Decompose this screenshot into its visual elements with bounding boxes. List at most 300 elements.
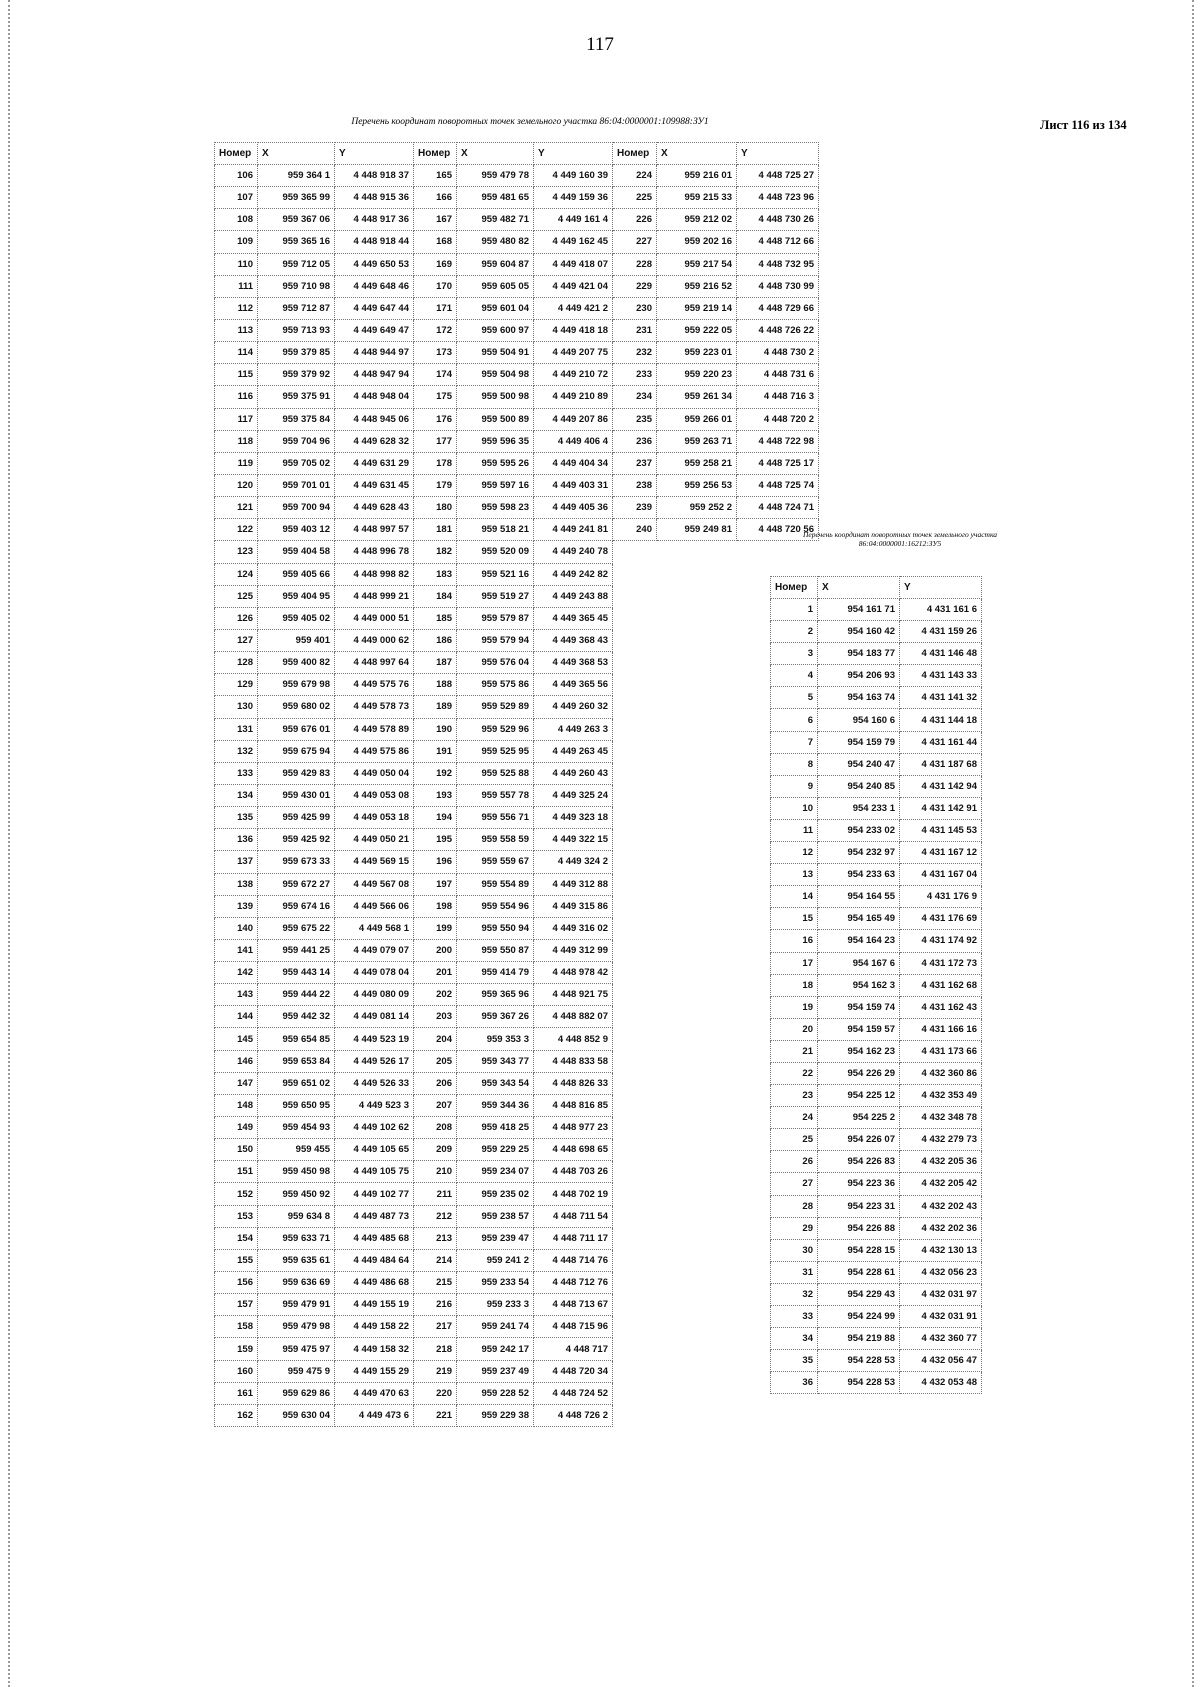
point-number-cell: 119 xyxy=(215,452,258,474)
point-number-cell: 142 xyxy=(215,962,258,984)
x-coordinate-cell: 959 237 49 xyxy=(457,1360,534,1382)
point-number-cell: 240 xyxy=(613,519,657,541)
table-row xyxy=(771,1328,982,1350)
main-table-header-cell: Y xyxy=(534,143,613,165)
point-number-cell: 112 xyxy=(215,297,258,319)
empty-cell xyxy=(613,1382,657,1404)
main-table-body xyxy=(215,165,819,1427)
point-number-cell: 33 xyxy=(771,1306,818,1328)
y-coordinate-cell: 4 449 484 64 xyxy=(335,1249,414,1271)
x-coordinate-cell: 959 710 98 xyxy=(258,275,335,297)
y-coordinate-cell: 4 448 726 2 xyxy=(534,1404,613,1426)
x-coordinate-cell: 959 579 94 xyxy=(457,629,534,651)
x-coordinate-cell: 959 367 06 xyxy=(258,209,335,231)
y-coordinate-cell: 4 449 160 39 xyxy=(534,165,613,187)
x-coordinate-cell: 959 558 59 xyxy=(457,829,534,851)
x-coordinate-cell: 959 234 07 xyxy=(457,1161,534,1183)
empty-cell xyxy=(737,1404,819,1426)
x-coordinate-cell: 959 379 92 xyxy=(258,364,335,386)
y-coordinate-cell: 4 448 917 36 xyxy=(335,209,414,231)
x-coordinate-cell: 959 241 74 xyxy=(457,1316,534,1338)
y-coordinate-cell: 4 449 485 68 xyxy=(335,1227,414,1249)
point-number-cell: 8 xyxy=(771,753,818,775)
x-coordinate-cell: 959 673 33 xyxy=(258,851,335,873)
y-coordinate-cell: 4 449 405 36 xyxy=(534,497,613,519)
x-coordinate-cell: 959 403 12 xyxy=(258,519,335,541)
table-row xyxy=(771,952,982,974)
y-coordinate-cell: 4 449 105 75 xyxy=(335,1161,414,1183)
x-coordinate-cell: 959 263 71 xyxy=(657,430,737,452)
y-coordinate-cell: 4 448 826 33 xyxy=(534,1072,613,1094)
x-coordinate-cell: 959 500 89 xyxy=(457,408,534,430)
point-number-cell: 31 xyxy=(771,1261,818,1283)
point-number-cell: 144 xyxy=(215,1006,258,1028)
table-row xyxy=(771,864,982,886)
x-coordinate-cell: 959 364 1 xyxy=(258,165,335,187)
point-number-cell: 153 xyxy=(215,1205,258,1227)
x-coordinate-cell: 959 249 81 xyxy=(657,519,737,541)
point-number-cell: 29 xyxy=(771,1217,818,1239)
empty-cell xyxy=(657,1094,737,1116)
y-coordinate-cell: 4 449 404 34 xyxy=(534,452,613,474)
main-table-caption: Перечень координат поворотных точек земельного участка 86:04:0000001:109988:ЗУ1 xyxy=(351,117,709,127)
point-number-cell: 122 xyxy=(215,519,258,541)
y-coordinate-cell: 4 432 031 91 xyxy=(900,1306,982,1328)
point-number-cell: 188 xyxy=(414,674,457,696)
empty-cell xyxy=(613,607,657,629)
point-number-cell: 168 xyxy=(414,231,457,253)
point-number-cell: 118 xyxy=(215,430,258,452)
y-coordinate-cell: 4 431 174 92 xyxy=(900,930,982,952)
empty-cell xyxy=(613,1360,657,1382)
table-row xyxy=(771,775,982,797)
empty-cell xyxy=(657,895,737,917)
table-row xyxy=(771,1372,982,1394)
point-number-cell: 36 xyxy=(771,1372,818,1394)
x-coordinate-cell: 959 529 96 xyxy=(457,718,534,740)
x-coordinate-cell: 959 674 16 xyxy=(258,895,335,917)
point-number-cell: 191 xyxy=(414,740,457,762)
table-row xyxy=(215,674,819,696)
point-number-cell: 10 xyxy=(771,797,818,819)
y-coordinate-cell: 4 432 202 43 xyxy=(900,1195,982,1217)
x-coordinate-cell: 959 261 34 xyxy=(657,386,737,408)
empty-cell xyxy=(613,629,657,651)
point-number-cell: 108 xyxy=(215,209,258,231)
table-row xyxy=(215,762,819,784)
table-row xyxy=(771,1173,982,1195)
x-coordinate-cell: 959 450 92 xyxy=(258,1183,335,1205)
table-row xyxy=(771,996,982,1018)
empty-cell xyxy=(657,762,737,784)
point-number-cell: 121 xyxy=(215,497,258,519)
y-coordinate-cell: 4 449 578 73 xyxy=(335,696,414,718)
x-coordinate-cell: 954 226 83 xyxy=(818,1151,900,1173)
y-coordinate-cell: 4 449 102 77 xyxy=(335,1183,414,1205)
table-row xyxy=(215,187,819,209)
table-row xyxy=(215,585,819,607)
point-number-cell: 176 xyxy=(414,408,457,430)
point-number-cell: 15 xyxy=(771,908,818,930)
y-coordinate-cell: 4 449 000 51 xyxy=(335,607,414,629)
scan-right-edge xyxy=(1192,0,1200,1687)
empty-cell xyxy=(613,895,657,917)
empty-cell xyxy=(657,1006,737,1028)
x-coordinate-cell: 959 405 02 xyxy=(258,607,335,629)
point-number-cell: 157 xyxy=(215,1294,258,1316)
x-coordinate-cell: 959 504 91 xyxy=(457,342,534,364)
empty-cell xyxy=(613,1272,657,1294)
table-row xyxy=(215,807,819,829)
point-number-cell: 16 xyxy=(771,930,818,952)
x-coordinate-cell: 959 404 58 xyxy=(258,541,335,563)
point-number-cell: 214 xyxy=(414,1249,457,1271)
empty-cell xyxy=(657,1360,737,1382)
point-number-cell: 7 xyxy=(771,731,818,753)
point-number-cell: 107 xyxy=(215,187,258,209)
y-coordinate-cell: 4 448 996 78 xyxy=(335,541,414,563)
y-coordinate-cell: 4 448 978 42 xyxy=(534,962,613,984)
y-coordinate-cell: 4 431 176 9 xyxy=(900,886,982,908)
table-row xyxy=(215,563,819,585)
table-row xyxy=(215,386,819,408)
table-row xyxy=(215,364,819,386)
y-coordinate-cell: 4 449 365 56 xyxy=(534,674,613,696)
x-coordinate-cell: 959 401 xyxy=(258,629,335,651)
x-coordinate-cell: 959 229 25 xyxy=(457,1139,534,1161)
point-number-cell: 143 xyxy=(215,984,258,1006)
point-number-cell: 125 xyxy=(215,585,258,607)
table-row xyxy=(771,974,982,996)
point-number-cell: 189 xyxy=(414,696,457,718)
point-number-cell: 109 xyxy=(215,231,258,253)
table-row xyxy=(215,784,819,806)
table-row xyxy=(771,797,982,819)
point-number-cell: 235 xyxy=(613,408,657,430)
point-number-cell: 195 xyxy=(414,829,457,851)
table-row xyxy=(215,209,819,231)
point-number-cell: 154 xyxy=(215,1227,258,1249)
x-coordinate-cell: 959 635 61 xyxy=(258,1249,335,1271)
empty-cell xyxy=(657,1227,737,1249)
point-number-cell: 232 xyxy=(613,342,657,364)
point-number-cell: 192 xyxy=(414,762,457,784)
point-number-cell: 229 xyxy=(613,275,657,297)
y-coordinate-cell: 4 449 628 32 xyxy=(335,430,414,452)
point-number-cell: 236 xyxy=(613,430,657,452)
empty-cell xyxy=(613,1294,657,1316)
empty-cell xyxy=(613,762,657,784)
point-number-cell: 155 xyxy=(215,1249,258,1271)
x-coordinate-cell: 959 519 27 xyxy=(457,585,534,607)
empty-cell xyxy=(613,939,657,961)
x-coordinate-cell: 959 425 92 xyxy=(258,829,335,851)
x-coordinate-cell: 959 343 77 xyxy=(457,1050,534,1072)
y-coordinate-cell: 4 449 050 21 xyxy=(335,829,414,851)
point-number-cell: 130 xyxy=(215,696,258,718)
table-row xyxy=(215,1227,819,1249)
point-number-cell: 127 xyxy=(215,629,258,651)
point-number-cell: 169 xyxy=(414,253,457,275)
table-row xyxy=(215,1117,819,1139)
table-row xyxy=(771,621,982,643)
y-coordinate-cell: 4 448 724 52 xyxy=(534,1382,613,1404)
y-coordinate-cell: 4 449 155 19 xyxy=(335,1294,414,1316)
x-coordinate-cell: 959 679 98 xyxy=(258,674,335,696)
point-number-cell: 133 xyxy=(215,762,258,784)
empty-cell xyxy=(657,1294,737,1316)
point-number-cell: 149 xyxy=(215,1117,258,1139)
table-row xyxy=(771,1085,982,1107)
x-coordinate-cell: 959 554 89 xyxy=(457,873,534,895)
y-coordinate-cell: 4 431 146 48 xyxy=(900,643,982,665)
table-row xyxy=(771,1217,982,1239)
x-coordinate-cell: 959 605 05 xyxy=(457,275,534,297)
y-coordinate-cell: 4 449 316 02 xyxy=(534,917,613,939)
y-coordinate-cell: 4 449 526 33 xyxy=(335,1072,414,1094)
empty-cell xyxy=(657,629,737,651)
point-number-cell: 134 xyxy=(215,784,258,806)
point-number-cell: 234 xyxy=(613,386,657,408)
y-coordinate-cell: 4 448 720 56 xyxy=(737,519,819,541)
y-coordinate-cell: 4 449 207 86 xyxy=(534,408,613,430)
point-number-cell: 201 xyxy=(414,962,457,984)
point-number-cell: 212 xyxy=(414,1205,457,1227)
x-coordinate-cell: 954 229 43 xyxy=(818,1283,900,1305)
x-coordinate-cell: 954 240 47 xyxy=(818,753,900,775)
y-coordinate-cell: 4 449 315 86 xyxy=(534,895,613,917)
y-coordinate-cell: 4 449 312 88 xyxy=(534,873,613,895)
point-number-cell: 211 xyxy=(414,1183,457,1205)
y-coordinate-cell: 4 431 144 18 xyxy=(900,709,982,731)
empty-cell xyxy=(613,563,657,585)
empty-cell xyxy=(657,784,737,806)
y-coordinate-cell: 4 449 050 04 xyxy=(335,762,414,784)
point-number-cell: 12 xyxy=(771,842,818,864)
empty-cell xyxy=(657,1117,737,1139)
empty-cell xyxy=(657,939,737,961)
point-number-cell: 5 xyxy=(771,687,818,709)
point-number-cell: 135 xyxy=(215,807,258,829)
side-table-header xyxy=(771,577,982,599)
point-number-cell: 148 xyxy=(215,1094,258,1116)
x-coordinate-cell: 959 651 02 xyxy=(258,1072,335,1094)
y-coordinate-cell: 4 449 263 45 xyxy=(534,740,613,762)
empty-cell xyxy=(613,541,657,563)
x-coordinate-cell: 959 482 71 xyxy=(457,209,534,231)
x-coordinate-cell: 959 344 36 xyxy=(457,1094,534,1116)
empty-cell xyxy=(613,652,657,674)
point-number-cell: 156 xyxy=(215,1272,258,1294)
table-row xyxy=(215,253,819,275)
y-coordinate-cell: 4 449 487 73 xyxy=(335,1205,414,1227)
main-table-header-cell: X xyxy=(657,143,737,165)
y-coordinate-cell: 4 432 279 73 xyxy=(900,1129,982,1151)
x-coordinate-cell: 959 636 69 xyxy=(258,1272,335,1294)
y-coordinate-cell: 4 449 242 82 xyxy=(534,563,613,585)
y-coordinate-cell: 4 449 323 18 xyxy=(534,807,613,829)
x-coordinate-cell: 959 258 21 xyxy=(657,452,737,474)
y-coordinate-cell: 4 449 207 75 xyxy=(534,342,613,364)
point-number-cell: 159 xyxy=(215,1338,258,1360)
x-coordinate-cell: 954 162 3 xyxy=(818,974,900,996)
point-number-cell: 1 xyxy=(771,599,818,621)
y-coordinate-cell: 4 431 142 91 xyxy=(900,797,982,819)
y-coordinate-cell: 4 431 162 43 xyxy=(900,996,982,1018)
x-coordinate-cell: 959 550 87 xyxy=(457,939,534,961)
y-coordinate-cell: 4 449 421 04 xyxy=(534,275,613,297)
point-number-cell: 184 xyxy=(414,585,457,607)
table-row xyxy=(215,1360,819,1382)
table-row xyxy=(215,696,819,718)
x-coordinate-cell: 959 450 98 xyxy=(258,1161,335,1183)
table-row xyxy=(215,519,819,541)
y-coordinate-cell: 4 449 161 4 xyxy=(534,209,613,231)
y-coordinate-cell: 4 448 816 85 xyxy=(534,1094,613,1116)
point-number-cell: 34 xyxy=(771,1328,818,1350)
y-coordinate-cell: 4 449 158 22 xyxy=(335,1316,414,1338)
empty-cell xyxy=(613,1117,657,1139)
point-number-cell: 203 xyxy=(414,1006,457,1028)
y-coordinate-cell: 4 448 724 71 xyxy=(737,497,819,519)
table-row xyxy=(215,1006,819,1028)
empty-cell xyxy=(613,1050,657,1072)
x-coordinate-cell: 954 159 79 xyxy=(818,731,900,753)
table-row xyxy=(215,408,819,430)
y-coordinate-cell: 4 449 053 08 xyxy=(335,784,414,806)
y-coordinate-cell: 4 449 241 81 xyxy=(534,519,613,541)
y-coordinate-cell: 4 431 167 12 xyxy=(900,842,982,864)
y-coordinate-cell: 4 449 575 76 xyxy=(335,674,414,696)
x-coordinate-cell: 959 601 04 xyxy=(457,297,534,319)
y-coordinate-cell: 4 449 523 19 xyxy=(335,1028,414,1050)
point-number-cell: 17 xyxy=(771,952,818,974)
point-number-cell: 166 xyxy=(414,187,457,209)
point-number-cell: 4 xyxy=(771,665,818,687)
point-number-cell: 150 xyxy=(215,1139,258,1161)
point-number-cell: 218 xyxy=(414,1338,457,1360)
empty-cell xyxy=(657,1272,737,1294)
y-coordinate-cell: 4 448 915 36 xyxy=(335,187,414,209)
x-coordinate-cell: 959 654 85 xyxy=(258,1028,335,1050)
x-coordinate-cell: 959 518 21 xyxy=(457,519,534,541)
side-table-header-cell: Y xyxy=(900,577,982,599)
x-coordinate-cell: 959 443 14 xyxy=(258,962,335,984)
table-row xyxy=(771,1018,982,1040)
x-coordinate-cell: 959 365 16 xyxy=(258,231,335,253)
point-number-cell: 172 xyxy=(414,319,457,341)
empty-cell xyxy=(613,851,657,873)
point-number-cell: 161 xyxy=(215,1382,258,1404)
main-table-header-cell: Номер xyxy=(613,143,657,165)
point-number-cell: 206 xyxy=(414,1072,457,1094)
point-number-cell: 26 xyxy=(771,1151,818,1173)
y-coordinate-cell: 4 449 418 07 xyxy=(534,253,613,275)
empty-cell xyxy=(657,1382,737,1404)
point-number-cell: 226 xyxy=(613,209,657,231)
table-row xyxy=(215,984,819,1006)
point-number-cell: 224 xyxy=(613,165,657,187)
y-coordinate-cell: 4 432 053 48 xyxy=(900,1372,982,1394)
point-number-cell: 27 xyxy=(771,1173,818,1195)
sheet-label: Лист 116 из 134 xyxy=(1040,118,1127,132)
table-row xyxy=(215,1249,819,1271)
point-number-cell: 129 xyxy=(215,674,258,696)
table-row xyxy=(215,851,819,873)
point-number-cell: 6 xyxy=(771,709,818,731)
empty-cell xyxy=(613,1094,657,1116)
table-row xyxy=(215,1316,819,1338)
x-coordinate-cell: 959 712 05 xyxy=(258,253,335,275)
point-number-cell: 216 xyxy=(414,1294,457,1316)
point-number-cell: 185 xyxy=(414,607,457,629)
point-number-cell: 22 xyxy=(771,1062,818,1084)
x-coordinate-cell: 959 233 54 xyxy=(457,1272,534,1294)
x-coordinate-cell: 959 595 26 xyxy=(457,452,534,474)
table-row xyxy=(771,599,982,621)
point-number-cell: 110 xyxy=(215,253,258,275)
x-coordinate-cell: 959 216 52 xyxy=(657,275,737,297)
x-coordinate-cell: 959 504 98 xyxy=(457,364,534,386)
point-number-cell: 174 xyxy=(414,364,457,386)
x-coordinate-cell: 954 226 88 xyxy=(818,1217,900,1239)
y-coordinate-cell: 4 449 081 14 xyxy=(335,1006,414,1028)
y-coordinate-cell: 4 448 720 34 xyxy=(534,1360,613,1382)
table-row xyxy=(771,886,982,908)
empty-cell xyxy=(657,962,737,984)
empty-cell xyxy=(657,1072,737,1094)
point-number-cell: 219 xyxy=(414,1360,457,1382)
point-number-cell: 204 xyxy=(414,1028,457,1050)
point-number-cell: 186 xyxy=(414,629,457,651)
x-coordinate-cell: 959 630 04 xyxy=(258,1404,335,1426)
y-coordinate-cell: 4 431 172 73 xyxy=(900,952,982,974)
point-number-cell: 181 xyxy=(414,519,457,541)
y-coordinate-cell: 4 449 569 15 xyxy=(335,851,414,873)
y-coordinate-cell: 4 448 725 27 xyxy=(737,165,819,187)
empty-cell xyxy=(657,718,737,740)
empty-cell xyxy=(657,1316,737,1338)
point-number-cell: 167 xyxy=(414,209,457,231)
x-coordinate-cell: 954 225 2 xyxy=(818,1107,900,1129)
y-coordinate-cell: 4 431 162 68 xyxy=(900,974,982,996)
x-coordinate-cell: 954 161 71 xyxy=(818,599,900,621)
main-table-header xyxy=(215,143,819,165)
y-coordinate-cell: 4 449 470 63 xyxy=(335,1382,414,1404)
empty-cell xyxy=(613,1006,657,1028)
table-row xyxy=(215,652,819,674)
point-number-cell: 13 xyxy=(771,864,818,886)
point-number-cell: 165 xyxy=(414,165,457,187)
table-row xyxy=(771,1239,982,1261)
point-number-cell: 239 xyxy=(613,497,657,519)
x-coordinate-cell: 959 229 38 xyxy=(457,1404,534,1426)
x-coordinate-cell: 954 206 93 xyxy=(818,665,900,687)
y-coordinate-cell: 4 448 882 07 xyxy=(534,1006,613,1028)
y-coordinate-cell: 4 449 647 44 xyxy=(335,297,414,319)
empty-cell xyxy=(613,740,657,762)
point-number-cell: 111 xyxy=(215,275,258,297)
y-coordinate-cell: 4 449 158 32 xyxy=(335,1338,414,1360)
y-coordinate-cell: 4 448 730 99 xyxy=(737,275,819,297)
x-coordinate-cell: 959 418 25 xyxy=(457,1117,534,1139)
main-table-header-cell: Номер xyxy=(414,143,457,165)
x-coordinate-cell: 959 576 04 xyxy=(457,652,534,674)
x-coordinate-cell: 959 365 96 xyxy=(457,984,534,1006)
y-coordinate-cell: 4 449 155 29 xyxy=(335,1360,414,1382)
x-coordinate-cell: 959 600 97 xyxy=(457,319,534,341)
point-number-cell: 120 xyxy=(215,474,258,496)
